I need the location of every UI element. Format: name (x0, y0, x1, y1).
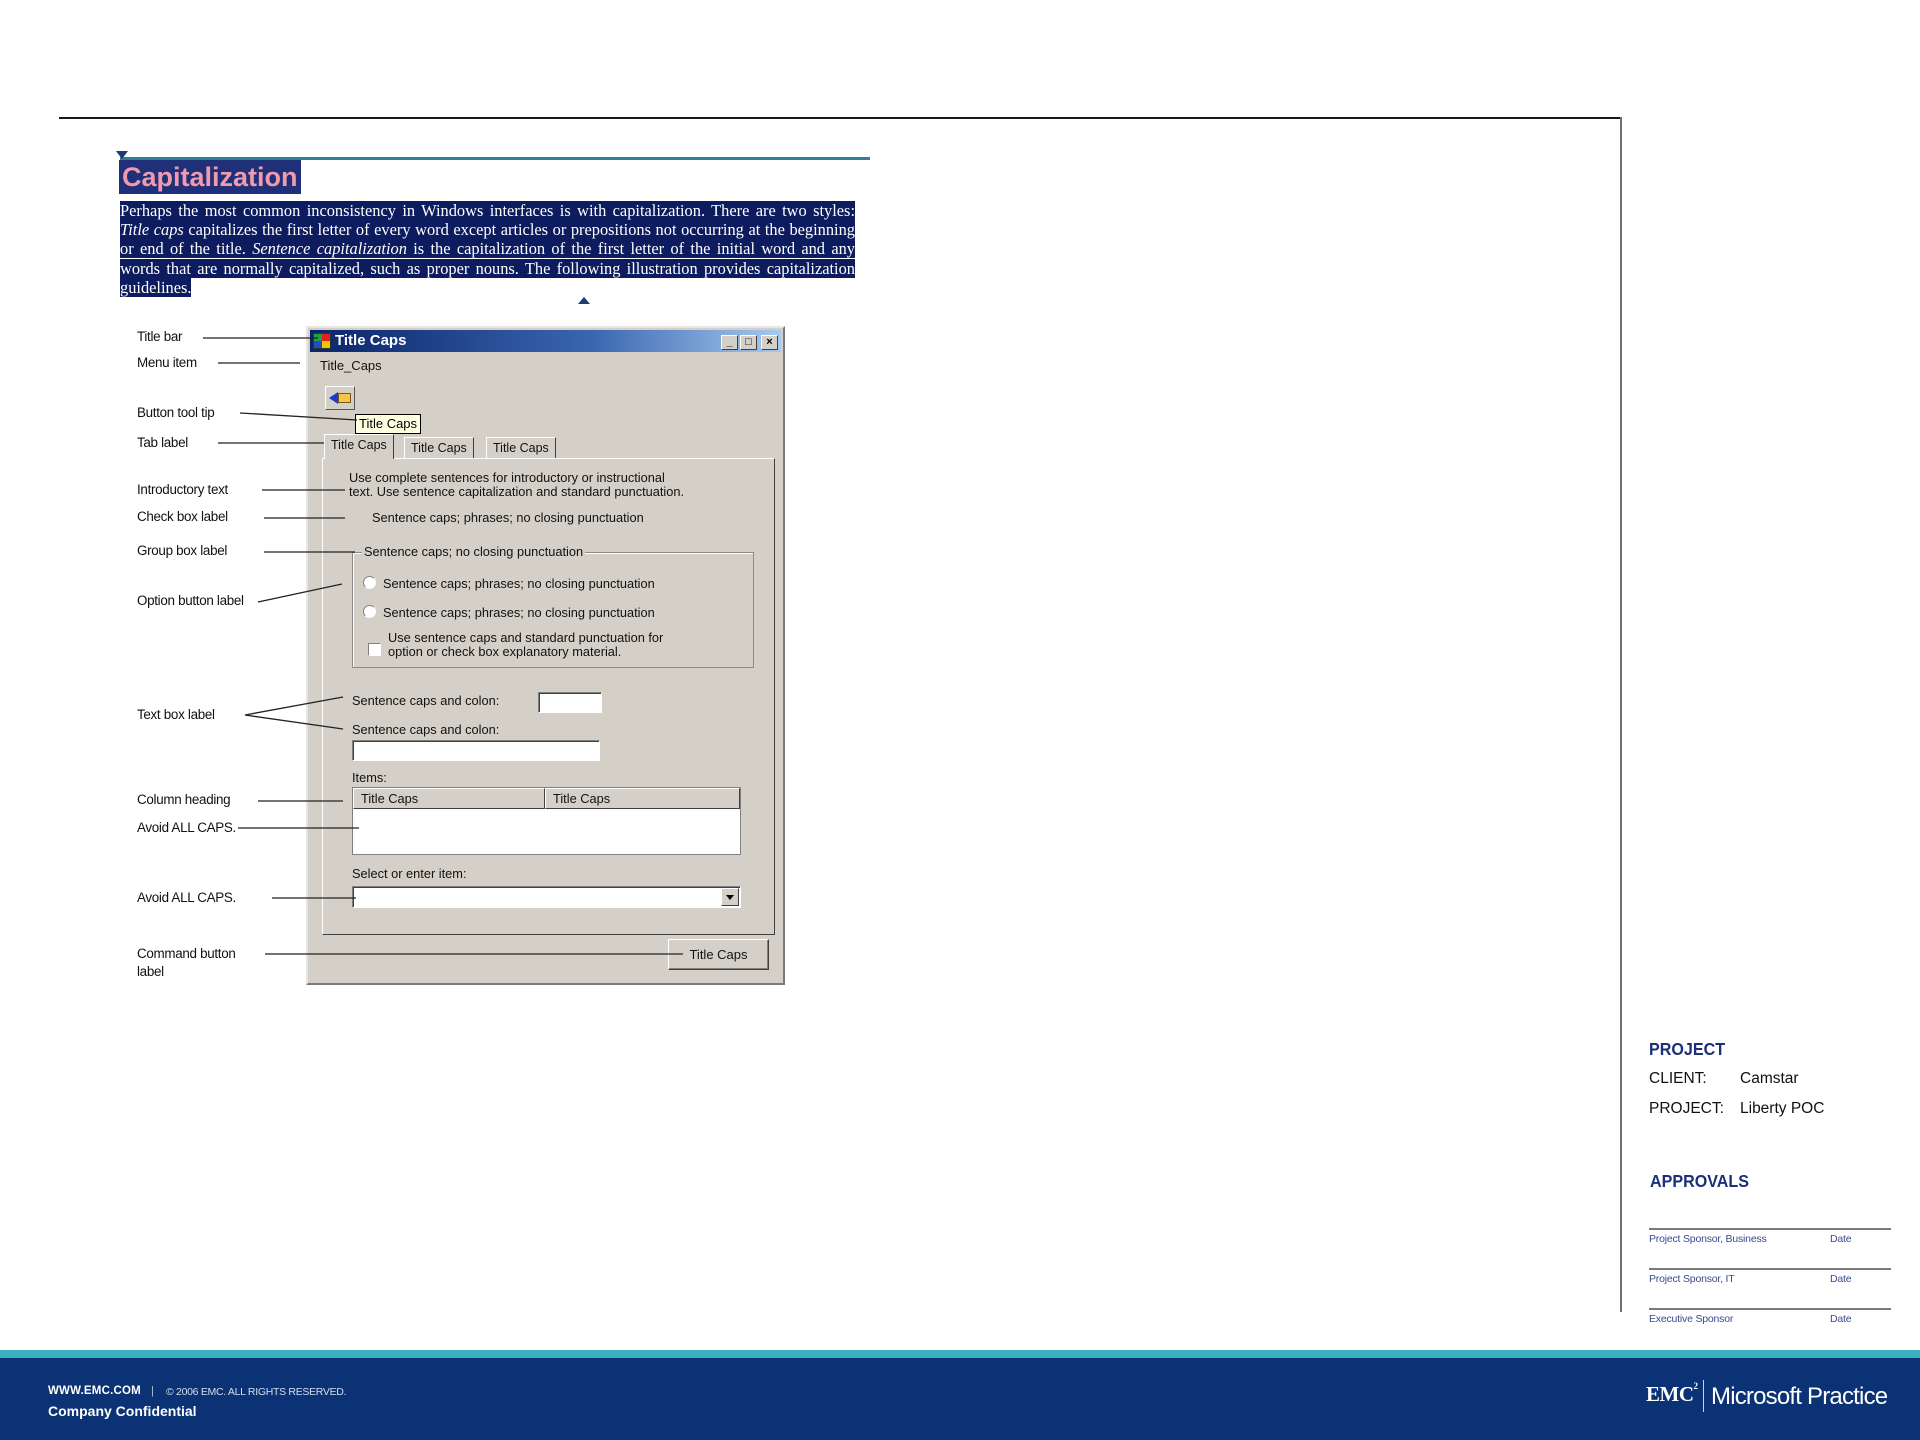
minimize-button[interactable]: _ (721, 335, 738, 350)
signature-line (1649, 1268, 1891, 1270)
close-button[interactable]: × (761, 335, 778, 350)
explanatory-text-line: Use sentence caps and standard punctuation for (388, 630, 664, 645)
annotation-avoid-all-caps: Avoid ALL CAPS. (137, 820, 236, 835)
item-combo-box[interactable] (352, 886, 741, 908)
explanatory-text-line: option or check box explanatory material. (388, 644, 622, 659)
signature-line (1649, 1228, 1891, 1230)
logo-divider (1703, 1380, 1704, 1412)
top-divider (59, 117, 1621, 119)
approval-date-label: Date (1830, 1313, 1852, 1325)
client-label: CLIENT: (1649, 1070, 1707, 1087)
right-panel-divider (1620, 117, 1622, 1312)
emc-logo-sup: 2 (1693, 1381, 1698, 1391)
approval-role: Project Sponsor, IT (1649, 1273, 1735, 1285)
annotation-button-tool-tip: Button tool tip (137, 405, 215, 420)
annotation-check-box-label: Check box label (137, 509, 228, 524)
items-label: Items: (352, 770, 387, 785)
dialog-title-bar[interactable] (310, 330, 781, 352)
group-box-label: Sentence caps; no closing punctuation (364, 544, 584, 559)
intro-text-line: text. Use sentence capitalization and standard punctuation. (349, 484, 685, 499)
approval-role: Executive Sponsor (1649, 1313, 1734, 1325)
annotation-text-box-label: Text box label (137, 707, 215, 722)
column-heading-1[interactable]: Title Caps (353, 788, 545, 809)
textbox-1[interactable] (538, 692, 602, 713)
textbox-2[interactable] (352, 740, 600, 761)
approval-role: Project Sponsor, Business (1649, 1233, 1767, 1245)
option-button-2[interactable] (363, 605, 376, 618)
maximize-button[interactable]: □ (740, 335, 757, 350)
footer (0, 1358, 1920, 1440)
annotation-group-box-label: Group box label (137, 543, 228, 558)
option-button-1[interactable] (363, 576, 376, 589)
emc-logo-text: EMC (1646, 1382, 1694, 1406)
textbox-2-label: Sentence caps and colon: (352, 722, 500, 737)
tab-3[interactable]: Title Caps (486, 437, 556, 459)
items-list-view[interactable] (352, 787, 741, 855)
tab-1[interactable]: Title Caps (324, 434, 394, 459)
intro-text-line: Use complete sentences for introductory or instructional (349, 470, 665, 485)
term-sentence-capitalization: Sentence capitalization (252, 239, 407, 259)
document-icon (338, 393, 351, 403)
emc-logo (1646, 1382, 1698, 1407)
approval-date-label: Date (1830, 1273, 1852, 1285)
annotation-command-button-label: Command button (137, 946, 236, 961)
command-button[interactable]: Title Caps (668, 939, 769, 970)
app-icon (313, 333, 331, 349)
textbox-1-label: Sentence caps and colon: (352, 693, 500, 708)
footer-confidential: Company Confidential (48, 1403, 197, 1419)
project-heading: PROJECT (1649, 1039, 1726, 1059)
checkbox-label: Sentence caps; phrases; no closing punctuation (372, 510, 644, 525)
option-1-label: Sentence caps; phrases; no closing punctuation (383, 576, 655, 591)
example-dialog (306, 326, 785, 985)
button-tooltip: Title Caps (355, 414, 421, 434)
signature-line (1649, 1308, 1891, 1310)
client-value: Camstar (1740, 1070, 1799, 1087)
footer-copyright: © 2006 EMC. ALL RIGHTS RESERVED. (166, 1386, 347, 1398)
back-arrow-icon (329, 392, 338, 404)
term-title-caps: Title caps (120, 220, 184, 240)
section-heading: Capitalization (119, 160, 301, 194)
annotation-introductory-text: Introductory text (137, 482, 228, 497)
footer-separator: | (151, 1385, 154, 1397)
annotation-avoid-all-caps: Avoid ALL CAPS. (137, 890, 236, 905)
annotation-title-bar: Title bar (137, 329, 183, 344)
project-value: Liberty POC (1740, 1100, 1825, 1117)
annotation-command-button-label-cont: label (137, 964, 164, 979)
dropdown-arrow-icon[interactable] (721, 888, 739, 906)
select-label: Select or enter item: (352, 866, 467, 881)
practice-name: Microsoft Practice (1711, 1383, 1888, 1410)
tab-2[interactable]: Title Caps (404, 437, 474, 459)
selection-start-marker (116, 151, 128, 159)
annotation-option-button-label: Option button label (137, 593, 244, 608)
footer-url-link[interactable]: WWW.EMC.COM (48, 1385, 141, 1397)
approvals-heading: APPROVALS (1650, 1171, 1750, 1191)
annotation-tab-label: Tab label (137, 435, 188, 450)
toolbar-button[interactable] (325, 386, 355, 410)
option-2-label: Sentence caps; phrases; no closing punctuation (383, 605, 655, 620)
section-paragraph (120, 201, 855, 297)
dialog-title: Title Caps (335, 332, 407, 349)
menu-item[interactable]: Title_Caps (320, 358, 382, 373)
selection-end-marker (578, 297, 590, 304)
annotation-column-heading: Column heading (137, 792, 231, 807)
column-heading-2[interactable]: Title Caps (545, 788, 740, 809)
approval-date-label: Date (1830, 1233, 1852, 1245)
project-label: PROJECT: (1649, 1100, 1724, 1117)
footer-stripe (0, 1350, 1920, 1358)
paragraph-line: Perhaps the most common inconsistency in Windows interfaces is with capitalization. There are two styles: Title caps capitalizes the first letter of every word except articles or prepositions not occurring at the beginning or end of the title. Sentence capitalization is the capitalization of the first letter of the initial word and any words that are normally capitalized, such as proper nouns. The following illustration provides capitalization guidelines. (120, 201, 856, 297)
annotation-menu-item: Menu item (137, 355, 197, 370)
